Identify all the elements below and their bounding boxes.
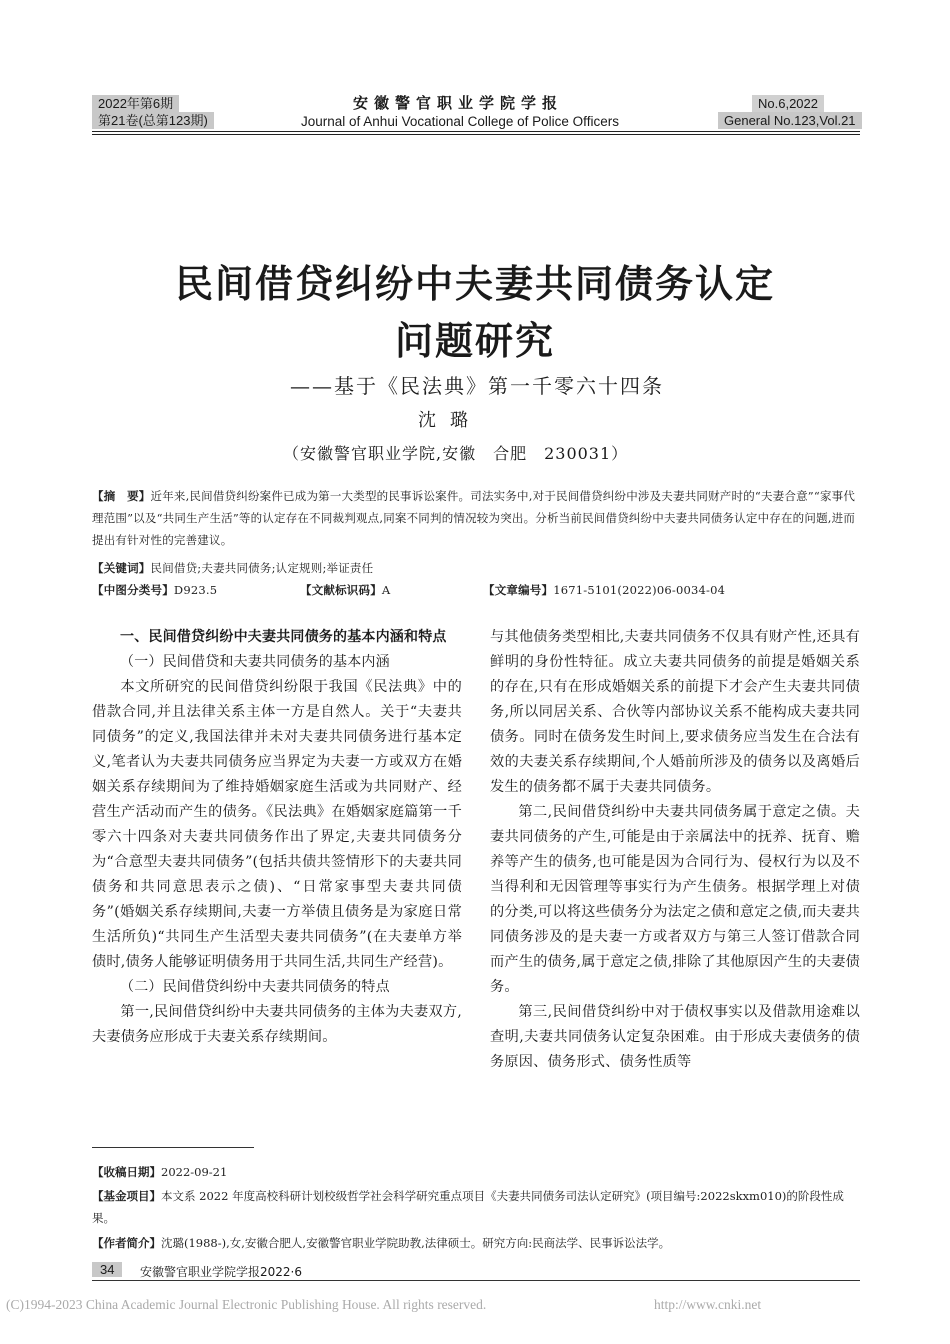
author-name: 沈璐 (418, 410, 482, 431)
header-volume-en: General No.123,Vol.21 (718, 112, 862, 129)
author-affiliation: （安徽警官职业学院,安徽 合肥 230031） (283, 444, 629, 463)
received-date (92, 1161, 227, 1183)
article-title-line2: 问题研究 (394, 319, 555, 363)
footer-rule (92, 1280, 860, 1281)
clc-number (92, 579, 217, 601)
page-number: 34 (92, 1262, 122, 1277)
article-no-value: 1671-5101(2022)06-0034-04 (553, 583, 726, 597)
article-subtitle: ——基于《民法典》第一千零六十四条 (290, 374, 664, 398)
subsection-heading-2: （二）民间借贷纠纷中夫妻共同债务的特点 (120, 979, 390, 995)
fund-value: 本文系 2022 年度高校科研计划校级哲学社会科学研究重点项目《夫妻共同债务司法认定研究》(项目编号:2022skxm010)的阶段性成果。 (92, 1189, 844, 1225)
header-volume-cn: 第21卷(总第123期) (92, 112, 214, 129)
section-heading-1: 一、民间借贷纠纷中夫妻共同债务的基本内涵和特点 (120, 629, 447, 645)
fund-project (92, 1185, 860, 1229)
abstract-text: 近年来,民间借贷纠纷案件已成为第一大类型的民事诉讼案件。司法实务中,对于民间借贷纠纷中涉及夫妻共同财产时的“夫妻合意”“家事代理范围”以及“共同生产生活”等的认定存在不同裁判观点,同案不同判的情况较为突出。分析当前民间借贷纠纷中夫妻共同债务认定中存在的问题,进而提出有针对性的完善建议。 (92, 489, 856, 547)
journal-title-en: Journal of Anhui Vocational College of Police Officers (301, 114, 619, 129)
body-left-column (92, 625, 462, 1050)
author-bio-label: 【作者简介】 (92, 1236, 161, 1250)
clc-label: 【中图分类号】 (92, 583, 174, 597)
header-issue-en: No.6,2022 (752, 95, 824, 112)
keywords (92, 557, 373, 579)
body-paragraph: 第一,民间借贷纠纷中夫妻共同债务的主体为夫妻双方,夫妻债务应形成于夫妻关系存续期间。 (92, 1004, 462, 1045)
received-label: 【收稿日期】 (92, 1165, 161, 1179)
abstract (92, 485, 860, 551)
subsection-heading-1: （一）民间借贷和夫妻共同债务的基本内涵 (120, 654, 390, 670)
keywords-label: 【关键词】 (92, 561, 151, 575)
body-right-column (490, 625, 860, 1075)
header-rule (92, 131, 860, 132)
keywords-text: 民间借贷;夫妻共同债务;认定规则;举证责任 (150, 561, 374, 575)
body-paragraph: 本文所研究的民间借贷纠纷限于我国《民法典》中的借款合同,并且法律关系主体一方是自然人。关于“夫妻共同债务”的定义,我国法律并未对夫妻共同债务进行基本定义,笔者认为夫妻共同债务应当界定为夫妻一方或双方在婚姻关系存续期间为了维持婚姻家庭生活或为共同财产、经营生产活动而产生的债务。《民法典》在婚姻家庭篇第一千零六十四条对夫妻共同债务作出了界定,夫妻共同债务分为“合意型夫妻共同债务”(包括共债共签情形下的夫妻共同债务和共同意思表示之债)、“日常家事型夫妻共同债务”(婚姻关系存续期间,夫妻一方举债且债务是为家庭日常生活所负)“共同生产生活型夫妻共同债务”(在夫妻单方举债时,债务人能够证明债务用于共同生活,共同生产经营)。 (92, 679, 462, 970)
footnote-rule (92, 1147, 254, 1148)
body-paragraph: 第三,民间借贷纠纷中对于债权事实以及借款用途难以查明,夫妻共同债务认定复杂困难。由于形成夫妻债务的债务原因、债务形式、债务性质等 (490, 1004, 860, 1070)
doc-code-label: 【文献标识码】 (300, 583, 382, 597)
article-no-label: 【文章编号】 (483, 583, 554, 597)
author-bio-value: 沈璐(1988-),女,安徽合肥人,安徽警官职业学院助教,法律硕士。研究方向:民商法学、民事诉讼法学。 (161, 1236, 671, 1250)
body-paragraph: 与其他债务类型相比,夫妻共同债务不仅具有财产性,还具有鲜明的身份性特征。成立夫妻共同债务的前提是婚姻关系的存在,只有在形成婚姻关系的前提下才会产生夫妻共同债务,所以同居关系、合伙等内部协议关系不能构成夫妻共同债务。同时在债务发生时间上,要求债务应当发生在合法有效的夫妻关系存续期间,个人婚前所涉及的债务以及离婚后发生的债务都不属于夫妻共同债务。 (490, 629, 860, 795)
fund-label: 【基金项目】 (92, 1189, 161, 1203)
body-paragraph: 第二,民间借贷纠纷中夫妻共同债务属于意定之债。夫妻共同债务的产生,可能是由于亲属法中的抚养、抚育、赡养等产生的债务,也可能是因为合同行为、侵权行为以及不当得利和无因管理等事实行为产生债务。根据学理上对债的分类,可以将这些债务分为法定之债和意定之债,而夫妻共同债务涉及的是夫妻一方或者双方与第三人签订借款合同而产生的债务,属于意定之债,排除了其他原因产生的夫妻债务。 (490, 804, 860, 995)
abstract-label: 【摘 要】 (92, 489, 151, 503)
footer-journal-issue: 安徽警官职业学院学报2022·6 (140, 1265, 302, 1279)
author-bio (92, 1232, 670, 1254)
article-number (483, 579, 725, 601)
received-value: 2022-09-21 (161, 1165, 228, 1179)
doc-code-value: A (381, 583, 391, 597)
header-rule-thin (92, 134, 860, 135)
header-issue-cn: 2022年第6期 (92, 95, 179, 112)
journal-title-cn: 安徽警官职业学院学报 (353, 94, 564, 112)
clc-value: D923.5 (173, 583, 218, 597)
cnki-link[interactable]: http://www.cnki.net (654, 1297, 762, 1312)
document-code (300, 579, 390, 601)
copyright-notice: (C)1994-2023 China Academic Journal Electronic Publishing House. All rights reserved. (6, 1297, 487, 1312)
article-title-line1: 民间借贷纠纷中夫妻共同债务认定 (174, 262, 775, 306)
